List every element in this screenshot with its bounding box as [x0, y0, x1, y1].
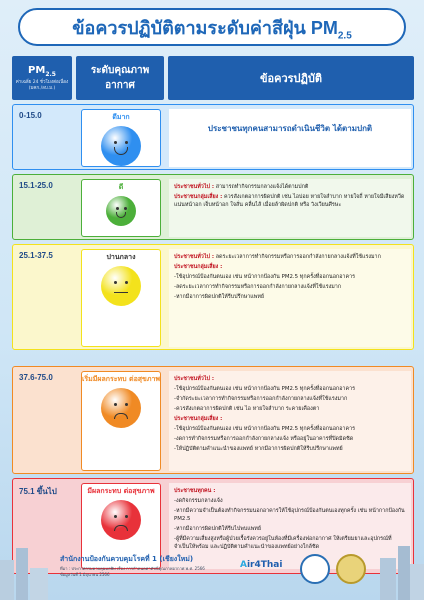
action-text: -งดกิจกรรมกลางแจ้ง	[174, 498, 223, 504]
header-air-quality-level: ระดับคุณภาพ อากาศ	[76, 56, 164, 100]
air-quality-level	[81, 109, 161, 167]
air-quality-level	[81, 371, 161, 471]
action-item	[174, 193, 406, 209]
level-label: เริ่มมีผลกระทบ ต่อสุขภาพ	[82, 375, 160, 383]
aqi-row	[12, 104, 414, 170]
action-item	[174, 425, 406, 433]
target-group-label: ประชาชนทุกคน :	[174, 488, 216, 494]
level-label: ปานกลาง	[106, 253, 136, 261]
aqi-row	[12, 174, 414, 240]
footer	[0, 540, 424, 600]
action-item	[174, 273, 406, 281]
action-item	[174, 253, 406, 261]
target-group-label: ประชาชนทั่วไป :	[174, 376, 214, 382]
action-item	[174, 375, 406, 383]
action-text: -หากมีอาการผิดปกติให้รีบปรึกษาแพทย์	[174, 294, 265, 300]
action-text: -ใช้อุปกรณ์ป้องกันตนเอง เช่น หน้ากากป้องกัน PM2.5 ทุกครั้งที่ออกนอกอาคาร	[174, 386, 355, 392]
footer-date-note: ข้อมูลวันที่ 1 มิถุนายน 2566	[60, 572, 110, 577]
ministry-seal-icon	[336, 554, 366, 584]
footer-source-note: ที่มา : ประกาศกรมควบคุมมลพิษ เรื่อง การกำหนดค่าดัชนีคุณภาพอากาศ พ.ศ. 2566	[60, 566, 205, 571]
action-item	[174, 415, 406, 423]
air-quality-level	[81, 179, 161, 237]
action-item	[174, 183, 406, 191]
action-item	[174, 435, 406, 443]
action-text: -ผู้ที่มีความเสี่ยงสูงหรือผู้ป่วยเรื้อรังควรอยู่ในห้องที่มีเครื่องฟอกอากาศ ให้เตรียมยาและอุปกรณ์ที่จำเป็นให้พร้อม และปฏิบัติตามคำแนะนำของแพทย์อย่างใกล้ชิด	[174, 536, 392, 550]
action-item	[174, 405, 406, 413]
very-unhealthy-face-icon	[101, 500, 141, 540]
target-group-label: ประชาชนกลุ่มเสี่ยง :	[174, 194, 223, 200]
table-header	[12, 56, 414, 100]
action-text: -ใช้อุปกรณ์ป้องกันตนเอง เช่น หน้ากากป้องกัน PM2.5 ทุกครั้งที่ออกนอกอาคาร	[174, 274, 355, 280]
action-item	[174, 263, 406, 271]
target-group-label: ประชาชนกลุ่มเสี่ยง :	[174, 416, 223, 422]
action-text: สามารถทำกิจกรรมกลางแจ้งได้ตามปกติ	[215, 184, 309, 190]
title-banner	[18, 8, 406, 46]
header-actions: ข้อควรปฏิบัติ	[168, 56, 414, 100]
action-text: -งดการทำกิจกรรมหรือการออกกำลังกายกลางแจ้ง หรืออยู่ในอาคารที่ปิดมิดชิด	[174, 436, 354, 442]
department-seal-icon	[300, 554, 330, 584]
air-quality-level	[81, 249, 161, 347]
page-title: ข้อควรปฏิบัติตามระดับค่าสีฝุ่น $PM_{2.5}$	[72, 17, 352, 42]
action-text: -ควรสังเกตอาการผิดปกติ เช่น ไอ หายใจลำบาก ระคายเคืองตา	[174, 406, 320, 412]
action-text: -ใช้อุปกรณ์ป้องกันตนเอง เช่น หน้ากากป้องกัน PM2.5 ทุกครั้งที่ออกนอกอาคาร	[174, 426, 355, 432]
moderate-face-icon	[101, 266, 141, 306]
header-pm: $PM_{2.5}$ ค่าเฉลี่ย 24 ชั่วโมงต่อเนื่อง (มคก./ลบ.ม.)	[12, 56, 72, 100]
action-guidance	[169, 371, 411, 471]
action-item	[174, 497, 406, 505]
action-guidance	[169, 249, 411, 347]
action-item	[174, 123, 406, 134]
footer-org-name: สำนักงานป้องกันควบคุมโรคที่ 1 (เชียงใหม่)	[60, 555, 194, 563]
action-item	[174, 525, 406, 533]
action-item	[174, 445, 406, 453]
unhealthy-face-icon	[101, 388, 141, 428]
action-item	[174, 385, 406, 393]
action-text: -หากมีอาการผิดปกติให้รีบไปพบแพทย์	[174, 526, 261, 532]
action-text: -ให้ปฏิบัติตามคำแนะนำของแพทย์ หากมีอาการผิดปกติให้รีบปรึกษาแพทย์	[174, 446, 343, 452]
action-item	[174, 487, 406, 495]
action-item	[174, 283, 406, 291]
level-label: ดี	[118, 183, 124, 191]
target-group-label: ประชาชนทั่วไป :	[174, 184, 214, 190]
action-text: ลดระยะเวลาการทำกิจกรรมหรือการออกกำลังกายกลางแจ้งที่ใช้แรงมาก	[215, 254, 381, 260]
good-face-icon	[106, 196, 136, 226]
action-text: -หากมีความจำเป็นต้องทำกิจกรรมนอกอาคารให้ใช้อุปกรณ์ป้องกันตนเองทุกครั้ง เช่น หน้ากากป้องกัน PM2.5	[174, 508, 405, 522]
action-item	[174, 395, 406, 403]
pm-range: 15.1-25.0	[19, 181, 53, 190]
target-group-label: ประชาชนกลุ่มเสี่ยง :	[174, 264, 223, 270]
pm-range: 0-15.0	[19, 111, 42, 120]
aqi-row	[12, 244, 414, 350]
action-text: -ลดระยะเวลาการทำกิจกรรมหรือการออกกำลังกายกลางแจ้งที่ใช้แรงมาก	[174, 284, 342, 290]
action-text: ประชาชนทุกคนสามารถดำเนินชีวิต ได้ตามปกติ	[207, 124, 373, 133]
action-guidance	[169, 179, 411, 237]
action-item	[174, 507, 406, 523]
action-item	[174, 293, 406, 301]
level-label: มีผลกระทบ ต่อสุขภาพ	[87, 487, 155, 495]
action-text: ควรสังเกตอาการผิดปกติ เช่น ไอบ่อย หายใจลำบาก หายใจถี่ หายใจมีเสียงหวีด แน่นหน้าอก เจ็บหน้าอก ใจสั่น คลื่นไส้ เมื่อยล้าผิดปกติ หรือ วิงเวียนศีรษะ	[174, 194, 405, 208]
pm-range: 37.6-75.0	[19, 373, 53, 382]
pm-range: 25.1-37.5	[19, 251, 53, 260]
target-group-label: ประชาชนทั่วไป :	[174, 254, 214, 260]
very-good-face-icon	[101, 126, 141, 166]
action-guidance	[169, 109, 411, 167]
action-text: -จำกัดระยะเวลาการทำกิจกรรมหรือการออกกำลังกายกลางแจ้งที่ใช้แรงมาก	[174, 396, 348, 402]
level-label: ดีมาก	[112, 113, 130, 121]
air4thai-logo: Air4Thai	[240, 560, 283, 570]
aqi-row	[12, 366, 414, 474]
pm-range: 75.1 ขึ้นไป	[19, 487, 57, 496]
